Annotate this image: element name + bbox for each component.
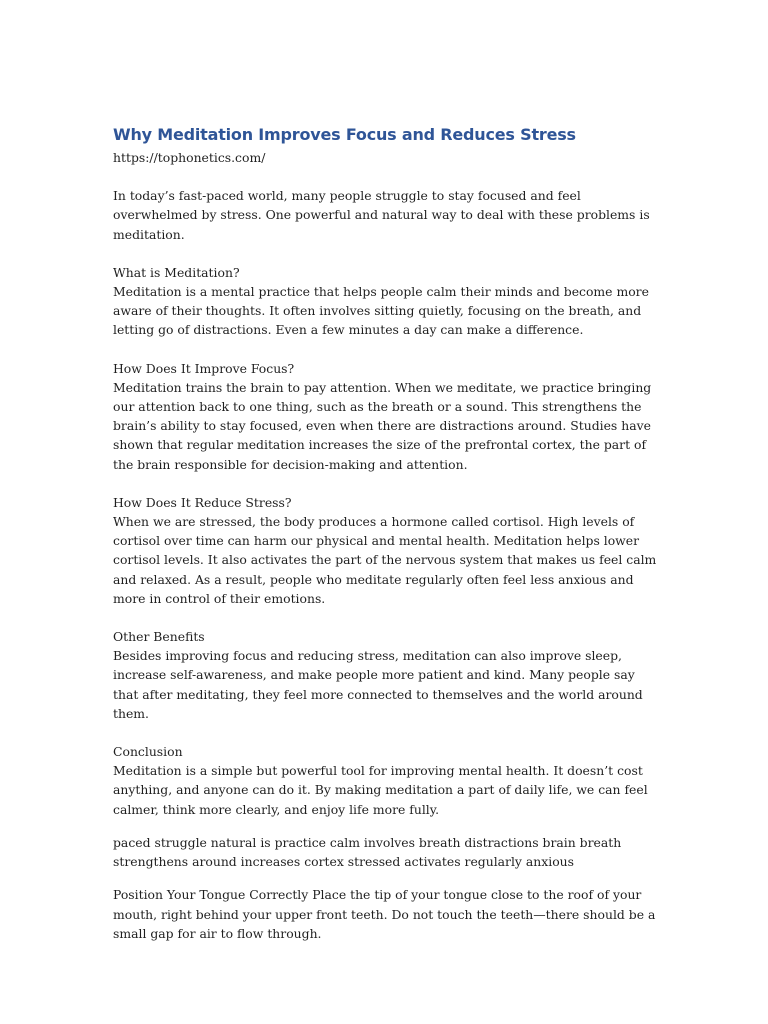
section-body: Meditation is a mental practice that helps people calm their minds and become more aware of their thoughts. It often involves sitting quietly, focusing on the breath, and letting go of distractions. Even a few minutes a day can make a difference. [113, 284, 649, 338]
section-body: Meditation is a simple but powerful tool for improving mental health. It doesn’t cost anything, and anyone can do it. By making meditation a part of daily life, we can feel calmer, think more clearly, and enjoy life more fully. [113, 763, 648, 817]
section-heading: How Does It Reduce Stress? [113, 494, 292, 510]
section-heading: Conclusion [113, 744, 183, 760]
section-heading: What is Meditation? [113, 264, 240, 280]
section-reduce-stress [113, 493, 658, 608]
document-page [113, 124, 658, 943]
keywords-paragraph: paced struggle natural is practice calm involves breath distractions brain breath strengthens around increases cortex stressed activates regularly anxious [113, 834, 622, 870]
source-url: https://tophonetics.com/ [113, 150, 266, 165]
tip-paragraph: Position Your Tongue Correctly Place the tip of your tongue close to the roof of your mouth, right behind your upper front teeth. Do not touch the teeth—there should be a small gap for air to flow through. [113, 887, 656, 941]
section-conclusion [113, 742, 658, 819]
intro-paragraph: In today’s fast-paced world, many people struggle to stay focused and feel overwhelmed by stress. One powerful and natural way to deal with these problems is meditation. [113, 188, 650, 242]
section-improve-focus [113, 359, 658, 474]
section-heading: Other Benefits [113, 629, 205, 645]
section-body: Besides improving focus and reducing stress, meditation can also improve sleep, increase self-awareness, and make people more patient and kind. Many people say that after meditating, they feel more connected to themselves and the world around them. [113, 648, 643, 721]
section-what-is-meditation [113, 263, 658, 340]
document-title: Why Meditation Improves Focus and Reduces Stress [113, 125, 576, 144]
section-body: Meditation trains the brain to pay attention. When we meditate, we practice bringing our attention back to one thing, such as the breath or a sound. This strengthens the brain’s ability to stay focused, even when there are distractions around. Studies have shown that regular meditation increases the size of the prefrontal cortex, the part of the brain responsible for decision-making and attention. [113, 379, 652, 472]
section-other-benefits [113, 627, 658, 723]
section-heading: How Does It Improve Focus? [113, 360, 295, 376]
section-body: When we are stressed, the body produces a hormone called cortisol. High levels of cortisol over time can harm our physical and mental health. Meditation helps lower cortisol levels. It also activates the part of the nervous system that makes us feel calm and relaxed. As a result, people who meditate regularly often feel less anxious and more in control of their emotions. [113, 514, 657, 606]
